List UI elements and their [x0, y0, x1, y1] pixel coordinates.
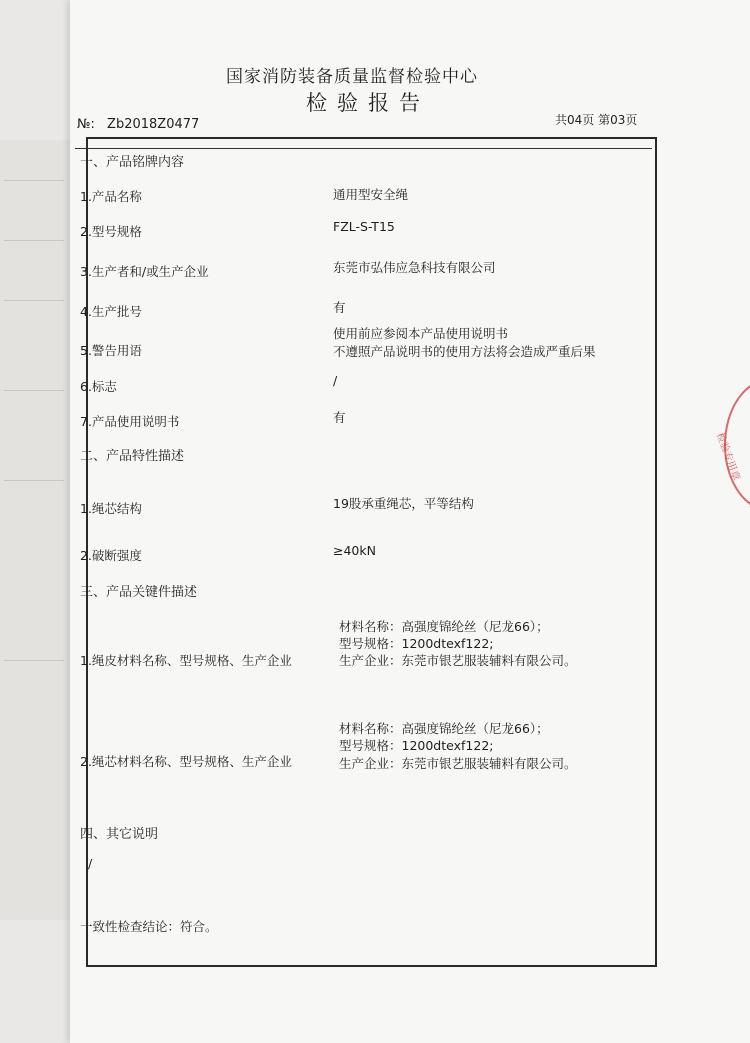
nameplate-label: 5.警告用语 — [80, 343, 142, 358]
section-features: 二、产品特性描述 — [80, 449, 185, 464]
nameplate-value: 不遵照产品说明书的使用方法将会造成严重后果 — [333, 344, 596, 359]
nameplate-value: 使用前应参阅本产品使用说明书 — [333, 326, 509, 341]
nameplate-label: 1.产品名称 — [80, 189, 142, 204]
nameplate-label: 6.标志 — [80, 379, 117, 394]
key-part-material: 材料名称：高强度锦纶丝（尼龙66）； — [339, 619, 549, 634]
conclusion: 一致性检查结论：符合。 — [80, 919, 218, 934]
section-key-parts: 三、产品关键件描述 — [80, 585, 198, 600]
page-info: 共04页 第03页 — [555, 113, 638, 127]
seal-text: 检验专用章 — [713, 431, 742, 483]
key-part-label: 2.绳芯材料名称、型号规格、生产企业 — [80, 754, 292, 769]
key-part-model: 型号规格：1200dtexf122; — [339, 738, 494, 753]
header-divider — [75, 148, 652, 149]
document-number — [77, 117, 199, 132]
key-part-model: 型号规格：1200dtexf122; — [339, 636, 494, 651]
nameplate-value: FZL-S-T15 — [333, 219, 395, 234]
feature-value: ≥40kN — [333, 543, 376, 558]
nameplate-label: 2.型号规格 — [80, 224, 142, 239]
key-part-maker: 生产企业：东莞市银艺服装辅料有限公司。 — [339, 653, 577, 668]
nameplate-value: 通用型安全绳 — [333, 187, 409, 202]
section-nameplate: 一、产品铭牌内容 — [80, 155, 185, 170]
feature-value: 19股承重绳芯，平等结构 — [333, 496, 474, 511]
doc-no-label: №: — [77, 117, 95, 132]
organization-name: 国家消防装备质量监督检验中心 — [226, 67, 478, 87]
key-part-label: 1.绳皮材料名称、型号规格、生产企业 — [80, 653, 292, 668]
key-part-maker: 生产企业：东莞市银艺服装辅料有限公司。 — [339, 756, 577, 771]
key-part-material: 材料名称：高强度锦纶丝（尼龙66）； — [339, 721, 549, 736]
other-value: / — [88, 856, 93, 871]
doc-no-value: Zb2018Z0477 — [107, 117, 200, 132]
report-title: 检验报告 — [306, 91, 430, 115]
nameplate-label: 7.产品使用说明书 — [80, 414, 180, 429]
feature-label: 1.绳芯结构 — [80, 501, 142, 516]
adjacent-page-edge — [0, 140, 70, 920]
nameplate-value: 东莞市弘伟应急科技有限公司 — [333, 260, 496, 275]
nameplate-value: 有 — [333, 410, 346, 425]
nameplate-label: 3.生产者和/或生产企业 — [80, 264, 209, 279]
nameplate-label: 4.生产批号 — [80, 304, 142, 319]
nameplate-value: 有 — [333, 300, 346, 315]
section-other: 四、其它说明 — [80, 827, 159, 842]
nameplate-value: / — [333, 373, 338, 388]
feature-label: 2.破断强度 — [80, 548, 142, 563]
